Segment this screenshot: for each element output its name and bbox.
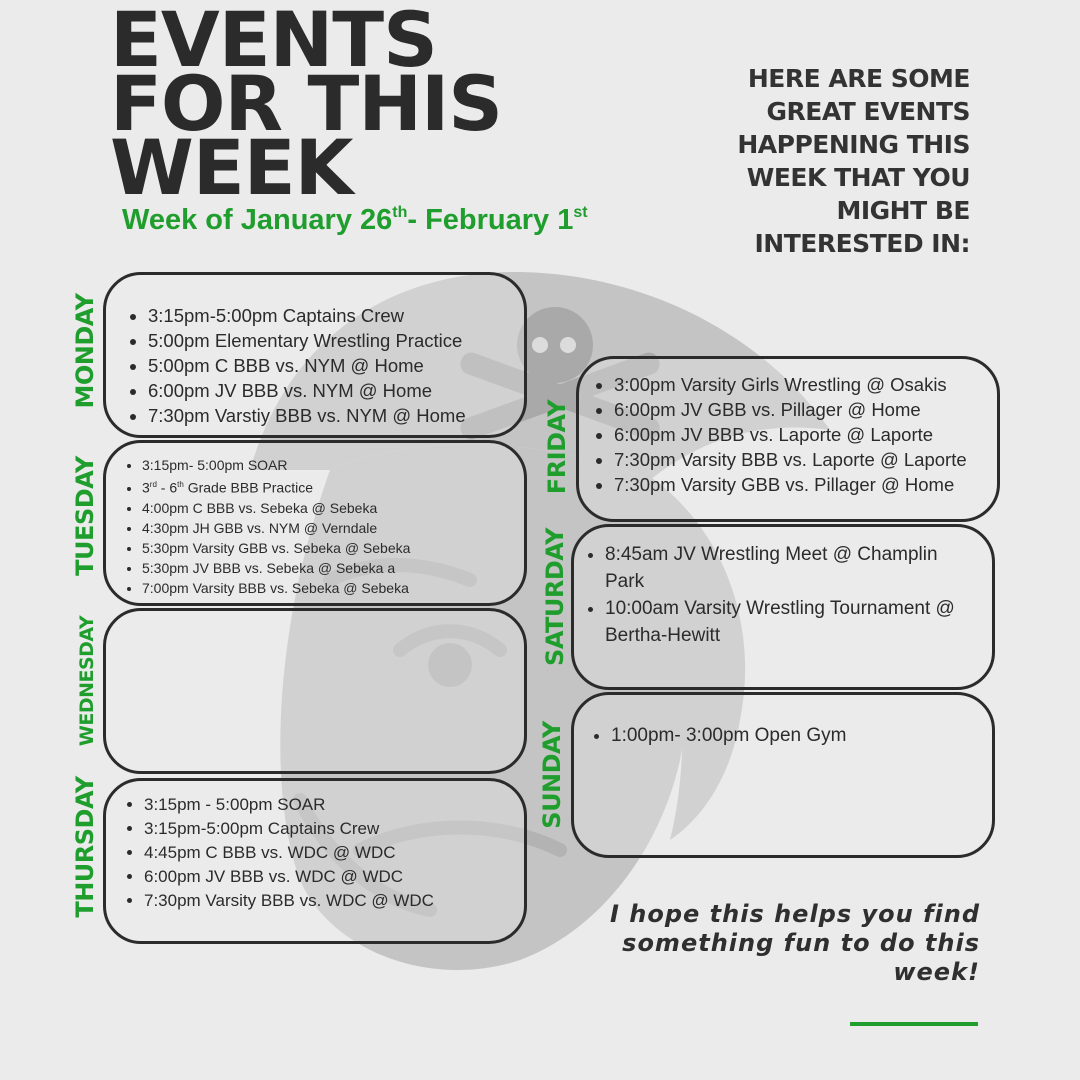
- sunday-events-box: [571, 692, 995, 858]
- day-label-friday: FRIDAY: [543, 399, 571, 495]
- thursday-event-list: [106, 781, 524, 913]
- friday-events-box: [576, 356, 1000, 522]
- thursday-events-box: [103, 778, 527, 944]
- title-line-2: FOR THIS: [110, 59, 502, 148]
- day-label-saturday: SATURDAY: [541, 528, 569, 666]
- week-range-end-suffix: st: [573, 204, 588, 221]
- closing-message: I hope this helps you find something fun to do this week!: [609, 900, 980, 986]
- list-item: • 5:30pm Varsity GBB vs. Sebeka @ Sebeka: [142, 538, 524, 558]
- day-label-tuesday: TUESDAY: [71, 456, 99, 576]
- saturday-events-box: [571, 524, 995, 690]
- list-item: • 4:00pm C BBB vs. Sebeka @ Sebeka: [142, 498, 524, 518]
- grade-end-suffix: th: [177, 480, 184, 489]
- week-range-end: - February 1: [407, 204, 574, 236]
- tuesday-events-box: [103, 440, 527, 606]
- list-item: • 6:00pm JV BBB vs. NYM @ Home: [148, 378, 524, 403]
- list-item: • 3:15pm- 5:00pm SOAR: [142, 455, 524, 475]
- accent-line: [850, 1022, 978, 1026]
- page-title: [110, 0, 502, 212]
- tuesday-event-list: [106, 443, 524, 598]
- week-range: [122, 204, 588, 237]
- list-item: • 6:00pm JV BBB vs. Laporte @ Laporte: [614, 422, 997, 447]
- sunday-event-list: [574, 695, 992, 749]
- list-item: • 5:00pm Elementary Wrestling Practice: [148, 328, 524, 353]
- grade-start: 3: [142, 479, 150, 496]
- intro-text: HERE ARE SOME GREAT EVENTS HAPPENING THIS WEEK THAT YOU MIGHT BE INTERESTED IN:: [737, 64, 970, 258]
- list-item: • 1:00pm- 3:00pm Open Gym: [611, 723, 992, 749]
- grade-end: - 6: [156, 479, 178, 496]
- list-item: • 8:45am JV Wrestling Meet @ Champlin Park: [605, 541, 965, 595]
- wednesday-events-box: [103, 608, 527, 774]
- monday-event-list: [106, 275, 524, 428]
- grade-start-suffix: rd: [149, 480, 157, 489]
- list-item: • 7:30pm Varsity BBB vs. Laporte @ Laporte: [614, 447, 997, 472]
- list-item: • 7:30pm Varstiy BBB vs. NYM @ Home: [148, 403, 524, 428]
- day-label-monday: MONDAY: [71, 293, 99, 409]
- list-item: • 5:30pm JV BBB vs. Sebeka @ Sebeka a: [142, 558, 524, 578]
- friday-event-list: [579, 359, 997, 497]
- title-line-1: EVENTS: [110, 0, 437, 84]
- day-label-sunday: SUNDAY: [538, 721, 566, 829]
- list-item: • 5:00pm C BBB vs. NYM @ Home: [148, 353, 524, 378]
- list-item: • 7:30pm Varsity GBB vs. Pillager @ Home: [614, 472, 997, 497]
- week-range-start-suffix: th: [392, 204, 408, 221]
- list-item: • 6:00pm JV GBB vs. Pillager @ Home: [614, 397, 997, 422]
- list-item: • 6:00pm JV BBB vs. WDC @ WDC: [144, 865, 524, 889]
- list-item: • 4:45pm C BBB vs. WDC @ WDC: [144, 841, 524, 865]
- list-item: • 3:00pm Varsity Girls Wrestling @ Osakis: [614, 372, 997, 397]
- saturday-event-list: [574, 527, 992, 649]
- list-item: • 4:30pm JH GBB vs. NYM @ Verndale: [142, 518, 524, 538]
- grade-label: Grade BBB Practice: [183, 479, 313, 496]
- list-item: • 3:15pm-5:00pm Captains Crew: [148, 303, 524, 328]
- list-item: • 3:15pm-5:00pm Captains Crew: [144, 817, 524, 841]
- list-item: • 7:00pm Varsity BBB vs. Sebeka @ Sebeka: [142, 578, 524, 598]
- day-label-wednesday: WEDNESDAY: [76, 615, 98, 747]
- list-item: • 7:30pm Varsity BBB vs. WDC @ WDC: [144, 889, 524, 913]
- title-line-3: WEEK: [110, 123, 353, 212]
- monday-events-box: [103, 272, 527, 438]
- day-label-thursday: THURSDAY: [71, 776, 99, 918]
- list-item: [142, 475, 524, 498]
- list-item: • 3:15pm - 5:00pm SOAR: [144, 793, 524, 817]
- list-item: • 10:00am Varsity Wrestling Tournament @ Bertha-Hewitt: [605, 595, 985, 649]
- week-range-start: Week of January 26: [122, 204, 393, 236]
